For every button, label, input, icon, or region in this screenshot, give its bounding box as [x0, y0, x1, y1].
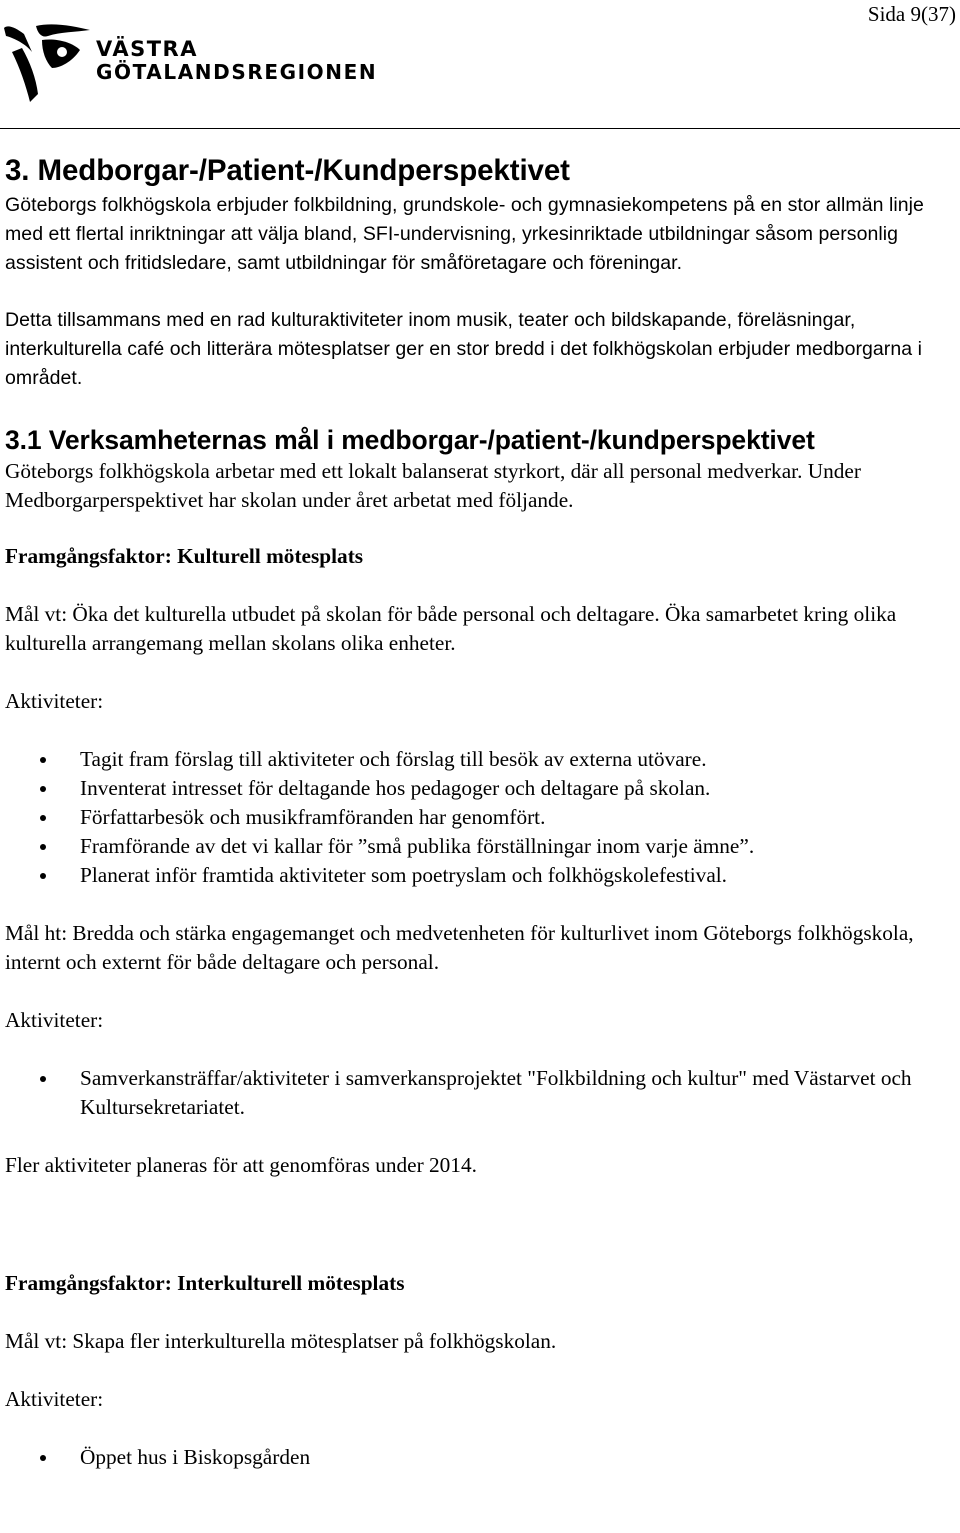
logo-wordmark	[96, 38, 377, 84]
subsection-text: Göteborgs folkhögskola arbetar med ett lokalt balanserat styrkort, där all personal medverkar. Under Medborgarperspektivet har skolan under året arbetat med följande.	[5, 459, 861, 512]
intro-paragraph-2: Detta tillsammans med en rad kulturaktiviteter inom musik, teater och bildskapande, föreläsningar, interkulturella café och litterära mötesplatser ger en stor bredd i det folkhögskolan erbjuder medborgarna i området.	[5, 309, 922, 389]
page-content	[5, 150, 955, 1472]
organization-logo	[2, 22, 392, 112]
list-item: Öppet hus i Biskopsgården	[5, 1443, 955, 1472]
header-divider	[0, 128, 960, 129]
goal-ht: Mål ht: Bredda och stärka engagemanget och medvetenheten för kulturlivet inom Göteborgs folkhögskola, internt och externt för både deltagare och personal.	[5, 921, 914, 974]
activities-list	[5, 1443, 955, 1472]
factor-heading: Framgångsfaktor: Kulturell mötesplats	[5, 544, 364, 568]
section-title: 3. Medborgar-/Patient-/Kundperspektivet	[5, 154, 570, 187]
activities-list	[5, 745, 955, 890]
activities-label: Aktiviteter:	[5, 1008, 104, 1032]
activities-label: Aktiviteter:	[5, 1387, 104, 1411]
activities-label: Aktiviteter:	[5, 689, 104, 713]
goal-vt: Mål vt: Skapa fler interkulturella mötesplatser på folkhögskolan.	[5, 1329, 557, 1353]
logo-line-2: GÖTALANDSREGIONEN	[96, 60, 378, 84]
factor-heading: Framgångsfaktor: Interkulturell mötesplats	[5, 1271, 405, 1295]
list-item: Framförande av det vi kallar för ”små publika förställningar inom varje ämne”.	[5, 832, 955, 861]
goal-vt: Mål vt: Öka det kulturella utbudet på skolan för både personal och deltagare. Öka samarbetet kring olika kulturella arrangemang mellan skolans olika enheter.	[5, 602, 897, 655]
list-item: Samverkansträffar/aktiviteter i samverkansprojektet "Folkbildning och kultur" med Västarvet och Kultursekretariatet.	[5, 1064, 955, 1122]
list-item: Inventerat intresset för deltagande hos pedagoger och deltagare på skolan.	[5, 774, 955, 803]
activities-list	[5, 1064, 955, 1122]
subsection-title: 3.1 Verksamheternas mål i medborgar-/patient-/kundperspektivet	[5, 425, 815, 455]
logo-emblem-icon	[2, 22, 94, 108]
list-item: Författarbesök och musikframföranden har genomfört.	[5, 803, 955, 832]
list-item: Planerat inför framtida aktiviteter som poetryslam och folkhögskolefestival.	[5, 861, 955, 890]
intro-paragraph: Göteborgs folkhögskola erbjuder folkbildning, grundskole- och gymnasiekompetens på en stor allmän linje med ett flertal inriktningar att välja bland, SFI-undervisning, yrkesinriktade utbildningar såsom personlig assistent och fritidsledare, samt utbildningar för småföretagare och föreningar.	[5, 194, 924, 274]
page-number: Sida 9(37)	[867, 2, 956, 26]
planning-note: Fler aktiviteter planeras för att genomföras under 2014.	[5, 1153, 477, 1177]
logo-line-1: VÄSTRA	[96, 37, 198, 61]
list-item: Tagit fram förslag till aktiviteter och förslag till besök av externa utövare.	[5, 745, 955, 774]
